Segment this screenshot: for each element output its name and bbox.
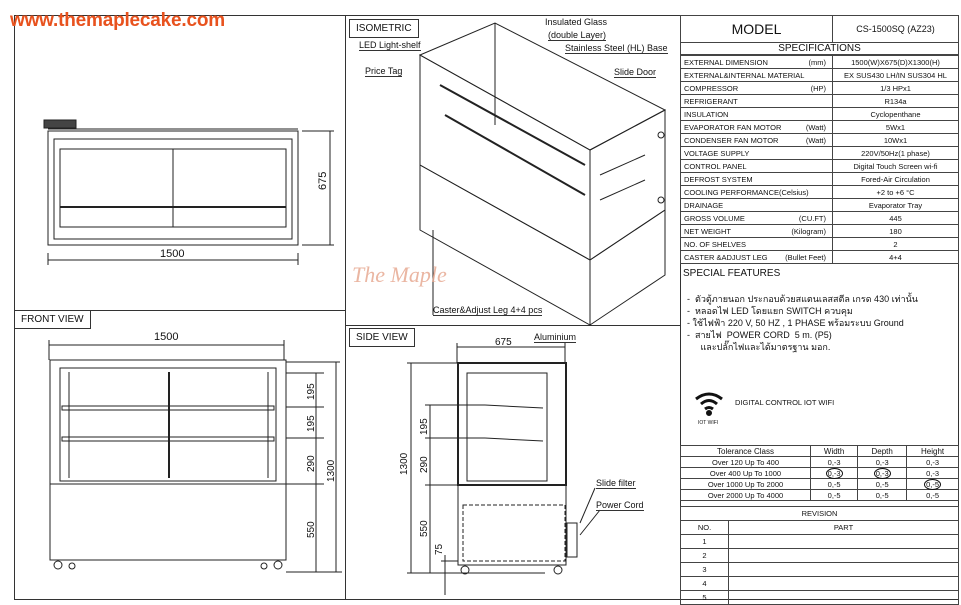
tolerance-cell bbox=[811, 490, 858, 501]
revision-part bbox=[729, 549, 959, 563]
spec-name bbox=[681, 160, 833, 173]
revision-row bbox=[681, 591, 959, 605]
spec-unit: (Bullet Feet) bbox=[785, 252, 826, 262]
spec-name-text: COMPRESSOR bbox=[684, 83, 739, 93]
spec-value: Cyclopenthane bbox=[833, 108, 959, 121]
tolerance-cell bbox=[858, 468, 907, 479]
spec-value: 180 bbox=[833, 225, 959, 238]
spec-unit bbox=[826, 162, 829, 171]
label-caster: Caster&Adjust Leg 4+4 pcs bbox=[433, 305, 543, 315]
tolerance-value: 0,-5 bbox=[926, 479, 940, 489]
spec-name bbox=[681, 173, 833, 186]
tolerance-cell bbox=[681, 457, 811, 468]
tolerance-cell bbox=[811, 468, 858, 479]
spec-name bbox=[681, 108, 833, 121]
revision-part-header: PART bbox=[729, 521, 959, 535]
tolerance-value: 0,-5 bbox=[827, 479, 841, 489]
spec-value: 1500(W)X675(D)X1300(H) bbox=[833, 56, 959, 69]
spec-unit: (Watt) bbox=[805, 122, 826, 132]
tolerance-cell bbox=[858, 479, 907, 490]
spec-name-text: EXTERNAL&INTERNAL MATERIAL bbox=[684, 70, 805, 80]
spec-name bbox=[681, 121, 833, 134]
spec-value: Evaporator Tray bbox=[833, 199, 959, 212]
spec-unit bbox=[826, 175, 829, 184]
tolerance-value: 0,-5 bbox=[926, 490, 940, 500]
revision-row bbox=[681, 535, 959, 549]
feature-item: - ตัวตู้ภายนอก ประกอบด้วยสแตนเลสสตีล เกรด 430 เท่านั้น bbox=[687, 294, 918, 304]
spec-unit: (Kilogram) bbox=[791, 226, 826, 236]
label-slide-door: Slide Door bbox=[614, 67, 657, 77]
spec-name bbox=[681, 82, 833, 95]
revision-no: 4 bbox=[681, 577, 729, 591]
tolerance-value: Over 400 Up To 1000 bbox=[709, 468, 782, 478]
revision-no: 3 bbox=[681, 563, 729, 577]
tolerance-cell bbox=[681, 479, 811, 490]
spec-table bbox=[680, 15, 959, 264]
revision-no-header: NO. bbox=[681, 521, 729, 535]
spec-unit: (CU.FT) bbox=[798, 213, 826, 223]
spec-row bbox=[681, 147, 959, 160]
tolerance-header: Height bbox=[907, 446, 959, 457]
side-view-drawing bbox=[345, 325, 681, 600]
revision-row bbox=[681, 549, 959, 563]
spec-row bbox=[681, 121, 959, 134]
spec-name-text: VOLTAGE SUPPLY bbox=[684, 148, 750, 158]
revision-part bbox=[729, 591, 959, 605]
feature-item: - หลอดไฟ LED โดยแยก SWITCH ควบคุม bbox=[687, 306, 853, 316]
spec-value: R134a bbox=[833, 95, 959, 108]
spec-name-text: GROSS VOLUME bbox=[684, 213, 745, 223]
spec-unit bbox=[826, 110, 829, 119]
spec-value: 4+4 bbox=[833, 251, 959, 264]
isometric-title: ISOMETRIC bbox=[349, 19, 419, 38]
spec-name bbox=[681, 225, 833, 238]
spec-unit bbox=[826, 201, 829, 210]
front-width-dim: 1500 bbox=[154, 331, 179, 343]
tolerance-value: 0,-3 bbox=[875, 457, 889, 467]
spec-row bbox=[681, 160, 959, 173]
spec-name-text: DEFROST SYSTEM bbox=[684, 174, 753, 184]
spec-name bbox=[681, 134, 833, 147]
spec-value: EX SUS430 LH/IN SUS304 HL bbox=[833, 69, 959, 82]
label-aluminium: Aluminium bbox=[534, 332, 577, 342]
special-features bbox=[683, 268, 953, 353]
tolerance-value: Over 1000 Up To 2000 bbox=[707, 479, 784, 489]
spec-name-text: EVAPORATOR FAN MOTOR bbox=[684, 122, 782, 132]
side-view-title: SIDE VIEW bbox=[349, 328, 415, 347]
side-h1-dim: 195 bbox=[419, 418, 430, 435]
iot-caption: IOT WIFI bbox=[698, 420, 719, 426]
spec-value: 5Wx1 bbox=[833, 121, 959, 134]
label-led-light-shelf: LED Light-shelf bbox=[359, 40, 421, 50]
spec-name bbox=[681, 186, 833, 199]
spec-header: SPECIFICATIONS bbox=[681, 43, 959, 55]
revision-table bbox=[680, 506, 959, 605]
tolerance-row bbox=[681, 457, 959, 468]
revision-title: REVISION bbox=[681, 507, 959, 521]
spec-row bbox=[681, 238, 959, 251]
front-view-title: FRONT VIEW bbox=[15, 311, 91, 329]
spec-name bbox=[681, 69, 833, 82]
label-insulated-glass: Insulated Glass bbox=[545, 17, 608, 27]
spec-name bbox=[681, 199, 833, 212]
tolerance-cell bbox=[681, 468, 811, 479]
spec-name-text: CASTER &ADJUST LEG bbox=[684, 252, 768, 262]
tolerance-value: 0,-3 bbox=[827, 468, 841, 478]
tolerance-row bbox=[681, 468, 959, 479]
tolerance-cell bbox=[811, 479, 858, 490]
side-h2-dim: 290 bbox=[419, 456, 430, 473]
spec-unit: (mm) bbox=[808, 57, 826, 67]
revision-row bbox=[681, 563, 959, 577]
tolerance-value: Over 120 Up To 400 bbox=[712, 457, 779, 467]
tolerance-value: 0,-3 bbox=[926, 468, 940, 478]
spec-value: 10Wx1 bbox=[833, 134, 959, 147]
revision-no: 1 bbox=[681, 535, 729, 549]
tolerance-cell bbox=[907, 468, 959, 479]
front-h1-dim: 195 bbox=[306, 383, 317, 400]
tolerance-cell bbox=[811, 457, 858, 468]
spec-unit bbox=[826, 188, 829, 197]
iot-text: DIGITAL CONTROL IOT WIFI bbox=[735, 398, 835, 407]
spec-name bbox=[681, 147, 833, 160]
tolerance-header: Depth bbox=[858, 446, 907, 457]
spec-row bbox=[681, 251, 959, 264]
side-base-dim: 550 bbox=[419, 520, 430, 537]
spec-name-text: DRAINAGE bbox=[684, 200, 724, 210]
site-logo[interactable]: www.themaplecake.com bbox=[10, 10, 225, 31]
spec-value: Fored-Air Circulation bbox=[833, 173, 959, 186]
spec-row bbox=[681, 82, 959, 95]
spec-unit: (HP) bbox=[810, 83, 826, 93]
spec-value: Digital Touch Screen wi-fi bbox=[833, 160, 959, 173]
label-power-cord: Power Cord bbox=[596, 500, 644, 510]
tolerance-cell bbox=[681, 490, 811, 501]
spec-name-text: CONDENSER FAN MOTOR bbox=[684, 135, 779, 145]
label-double-layer: (double Layer) bbox=[548, 30, 607, 40]
side-leg-dim: 75 bbox=[434, 543, 445, 555]
front-h3-dim: 290 bbox=[306, 455, 317, 472]
watermark: The Maple bbox=[352, 262, 447, 287]
wifi-icon bbox=[693, 390, 725, 416]
tolerance-value: 0,-5 bbox=[827, 490, 841, 500]
front-h2-dim: 195 bbox=[306, 415, 317, 432]
front-total-dim: 1300 bbox=[326, 459, 337, 482]
spec-row bbox=[681, 108, 959, 121]
spec-name-text: REFRIGERANT bbox=[684, 96, 738, 106]
spec-row bbox=[681, 134, 959, 147]
spec-name bbox=[681, 212, 833, 225]
spec-unit: (Watt) bbox=[805, 135, 826, 145]
spec-name-text: NET WEIGHT bbox=[684, 226, 731, 236]
side-depth-dim: 675 bbox=[495, 337, 512, 348]
tolerance-cell bbox=[907, 479, 959, 490]
top-view-drawing bbox=[14, 15, 346, 311]
spec-row bbox=[681, 95, 959, 108]
tolerance-value: 0,-5 bbox=[875, 479, 889, 489]
spec-unit bbox=[826, 149, 829, 158]
spec-unit bbox=[826, 71, 829, 80]
spec-value: 1/3 HPx1 bbox=[833, 82, 959, 95]
tolerance-row bbox=[681, 479, 959, 490]
revision-part bbox=[729, 577, 959, 591]
spec-value: +2 to +6 °C bbox=[833, 186, 959, 199]
top-width-dim: 1500 bbox=[160, 248, 185, 260]
spec-unit bbox=[826, 240, 829, 249]
revision-row bbox=[681, 577, 959, 591]
label-price-tag: Price Tag bbox=[365, 66, 403, 76]
spec-name-text: NO. OF SHELVES bbox=[684, 239, 746, 249]
spec-name bbox=[681, 95, 833, 108]
spec-row bbox=[681, 199, 959, 212]
spec-name-text: EXTERNAL DIMENSION bbox=[684, 57, 768, 67]
spec-name bbox=[681, 56, 833, 69]
spec-value: 220V/50Hz(1 phase) bbox=[833, 147, 959, 160]
side-total-dim: 1300 bbox=[399, 452, 410, 475]
label-steel-base: Stainless Steel (HL) Base bbox=[565, 43, 668, 53]
tolerance-row bbox=[681, 490, 959, 501]
tolerance-cell bbox=[858, 457, 907, 468]
spec-name bbox=[681, 238, 833, 251]
spec-row bbox=[681, 225, 959, 238]
revision-part bbox=[729, 563, 959, 577]
spec-unit bbox=[826, 97, 829, 106]
tolerance-table bbox=[680, 445, 959, 501]
tolerance-value: 0,-3 bbox=[827, 457, 841, 467]
tolerance-value: 0,-5 bbox=[875, 490, 889, 500]
label-slide-filter: Slide filter bbox=[596, 478, 636, 488]
spec-row bbox=[681, 69, 959, 82]
spec-row bbox=[681, 212, 959, 225]
tolerance-value: Over 2000 Up To 4000 bbox=[707, 490, 784, 500]
tolerance-header: Tolerance Class bbox=[681, 446, 811, 457]
model-label: MODEL bbox=[681, 16, 833, 43]
tolerance-header: Width bbox=[811, 446, 858, 457]
front-view-drawing bbox=[14, 310, 346, 600]
feature-item: และปลั๊กไฟและได้มาตรฐาน มอก. bbox=[693, 342, 831, 352]
feature-item: - สายไฟ POWER CORD 5 m. (P5) bbox=[687, 330, 832, 340]
revision-no: 2 bbox=[681, 549, 729, 563]
spec-name-text: CONTROL PANEL bbox=[684, 161, 747, 171]
tolerance-value: 0,-3 bbox=[926, 457, 940, 467]
spec-name-text: INSULATION bbox=[684, 109, 729, 119]
spec-name bbox=[681, 251, 833, 264]
model-value: CS-1500SQ (AZ23) bbox=[833, 16, 959, 43]
spec-row bbox=[681, 56, 959, 69]
feature-item: - ใช้ไฟฟ้า 220 V, 50 HZ , 1 PHASE พร้อมระบบ Ground bbox=[687, 318, 904, 328]
tolerance-cell bbox=[858, 490, 907, 501]
tolerance-cell bbox=[907, 457, 959, 468]
spec-value: 445 bbox=[833, 212, 959, 225]
revision-no: 5 bbox=[681, 591, 729, 605]
spec-row bbox=[681, 186, 959, 199]
revision-part bbox=[729, 535, 959, 549]
spec-value: 2 bbox=[833, 238, 959, 251]
spec-name-text: COOLING PERFORMANCE(Celsius) bbox=[684, 187, 809, 197]
spec-row bbox=[681, 173, 959, 186]
tolerance-value: 0,-3 bbox=[875, 468, 889, 478]
features-title: SPECIAL FEATURES bbox=[683, 268, 781, 279]
front-base-dim: 550 bbox=[306, 521, 317, 538]
tolerance-cell bbox=[907, 490, 959, 501]
top-depth-dim: 675 bbox=[317, 171, 329, 190]
